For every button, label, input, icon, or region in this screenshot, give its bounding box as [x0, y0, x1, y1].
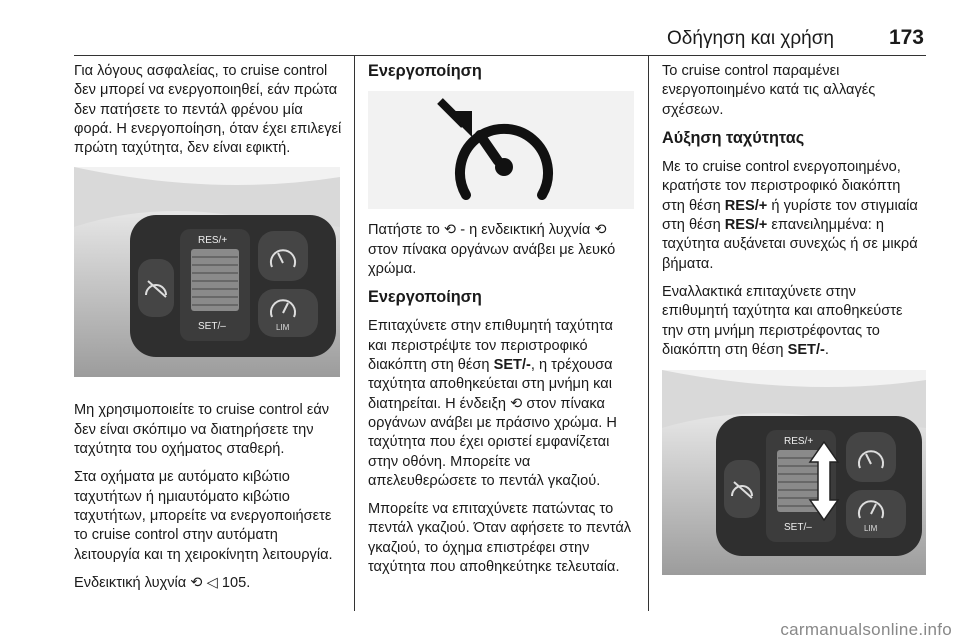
section-title: Οδήγηση και χρήση	[667, 28, 834, 49]
res-term: RES/+	[724, 217, 768, 234]
cruise-control-symbol: ⟲	[190, 574, 203, 591]
cruise-control-symbol: ⟲	[443, 222, 457, 239]
rotary-switch	[191, 249, 239, 311]
cruise-control-button	[258, 231, 308, 281]
cruise-control-symbol: ⟲	[510, 395, 523, 412]
header-rule	[74, 55, 926, 56]
steering-wheel-increase-speed-figure	[662, 370, 926, 575]
steering-wheel-controls-figure	[74, 167, 340, 377]
section-heading: Ενεργοποίηση	[368, 288, 482, 307]
column-divider-1	[354, 56, 355, 611]
lim-label: LIM	[276, 323, 290, 333]
section-heading: Ενεργοποίηση	[368, 62, 482, 80]
watermark: carmanualsonline.info	[780, 620, 952, 639]
paragraph: Επιταχύνετε στην επιθυμητή ταχύτητα και περιστρέψτε τον περιστροφικό διακόπτη στη θέση SET/-, η τρέχουσα ταχύτητα αποθηκεύεται στη μνήμη και διατηρείται. Η ένδειξη ⟲ στον πίνακα οργάνων ανάβει με πράσινο χρώμα. Η ταχύτητα που έχει οριστεί εμφανίζεται στην οθόνη. Μπορείτε να απελευθερώσετε το πεντάλ γκαζιού.	[368, 318, 617, 489]
column-2	[368, 62, 634, 586]
page-ref: ◁ 105.	[206, 574, 251, 591]
column-3	[662, 62, 926, 575]
section-heading: Αύξηση ταχύτητας	[662, 128, 805, 147]
paragraph: Με το cruise control ενεργοποιημένο, κρατήστε τον περιστροφικό διακόπτη στη θέση RES/+ ή γυρίστε τον στιγμιαία στη θέση RES/+ επανειλημμένα: η ταχύτητα αυξάνεται συνεχώς ή σε μικρά βήματα.	[662, 159, 918, 272]
paragraph: Το cruise control παραμένει ενεργοποιημένο κατά τις αλλαγές σχέσεων.	[662, 63, 876, 118]
page-footer	[0, 616, 960, 642]
set-term: SET/-	[493, 357, 531, 374]
res-term: RES/+	[724, 197, 768, 214]
column-1	[74, 62, 344, 602]
paragraph: Εναλλακτικά επιταχύνετε στην επιθυμητή ταχύτητα και αποθηκεύστε την στη μνήμη περιστρέφοντας το διακόπτη στη θέση SET/-.	[662, 283, 903, 358]
cruise-control-symbol: ⟲	[594, 222, 607, 239]
paragraph: Πατήστε το ⟲ - η ενδεικτική λυχνία ⟲ στον πίνακα οργάνων ανάβει με λευκό χρώμα.	[368, 222, 616, 277]
page-header	[74, 24, 926, 54]
res-label: RES/+	[784, 436, 814, 448]
paragraph: Ενδεικτική λυχνία ⟲ ◁ 105.	[74, 574, 251, 591]
set-term: SET/-	[787, 341, 825, 358]
page-number: 173	[888, 26, 924, 49]
paragraph: Μπορείτε να επιταχύνετε πατώντας το πεντάλ γκαζιού. Όταν αφήσετε το πεντάλ γκαζιού, το όχημα επιστρέφει στην ταχύτητα που αποθηκεύτηκε τελευταία.	[368, 501, 632, 576]
lim-label: LIM	[864, 524, 878, 534]
paragraph: Για λόγους ασφαλείας, το cruise control δεν μπορεί να ενεργοποιηθεί, εάν πρώτα δεν πατήσετε το πεντάλ φρένου μία φορά. Η ενεργοποίηση, όταν έχει επιλεγεί πρώτη ταχύτητα, δεν είναι εφικτή.	[74, 63, 342, 157]
cruise-control-button	[846, 432, 896, 482]
column-divider-2	[648, 56, 649, 611]
set-label: SET/–	[784, 522, 812, 534]
paragraph: Μη χρησιμοποιείτε το cruise control εάν δεν είναι σκόπιμο να διατηρήσετε την ταχύτητα του οχήματος σταθερή.	[74, 402, 330, 458]
cruise-control-symbol-figure	[368, 91, 634, 209]
set-label: SET/–	[198, 321, 226, 333]
paragraph: Στα οχήματα με αυτόματο κιβώτιο ταχυτήτων ή ημιαυτόματο κιβώτιο ταχυτήτων, μπορείτε να ενεργοποιήσετε το cruise control στην αυτόματη λειτουργία και τη χειροκίνητη λειτουργία.	[74, 469, 333, 563]
res-label: RES/+	[198, 235, 228, 247]
